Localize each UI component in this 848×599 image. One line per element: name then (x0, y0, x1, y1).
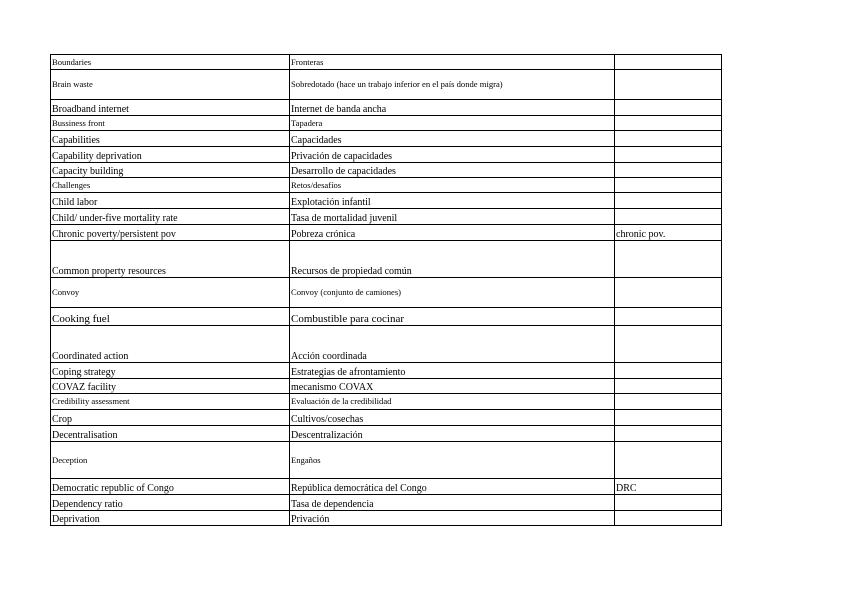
term-english-cell: Child labor (51, 193, 290, 209)
term-note-cell (615, 511, 722, 526)
table-row (51, 511, 722, 526)
term-spanish-cell: Convoy (conjunto de camiones) (290, 278, 615, 308)
term-spanish-cell: Privación (290, 511, 615, 526)
term-note-cell (615, 163, 722, 178)
term-spanish-cell: Pobreza crónica (290, 225, 615, 241)
table-row (51, 116, 722, 131)
term-spanish-cell: Engaños (290, 442, 615, 479)
table-row (51, 394, 722, 410)
term-note-cell: chronic pov. (615, 225, 722, 241)
term-note-cell (615, 308, 722, 326)
term-note-cell (615, 394, 722, 410)
term-spanish-cell: Privación de capacidades (290, 147, 615, 163)
table-row (51, 379, 722, 394)
term-spanish-cell: Estrategias de afrontamiento (290, 363, 615, 379)
term-english-cell: Broadband internet (51, 100, 290, 116)
term-english-cell: Coordinated action (51, 326, 290, 363)
table-row (51, 100, 722, 116)
table-row (51, 209, 722, 225)
table-row (51, 426, 722, 442)
term-spanish-cell: Recursos de propiedad común (290, 241, 615, 278)
term-english-cell: Decentralisation (51, 426, 290, 442)
term-spanish-cell: Internet de banda ancha (290, 100, 615, 116)
term-english-cell: Coping strategy (51, 363, 290, 379)
table-row (51, 278, 722, 308)
term-note-cell: DRC (615, 479, 722, 495)
term-note-cell (615, 278, 722, 308)
table-row (51, 410, 722, 426)
term-english-cell: Convoy (51, 278, 290, 308)
table-row (51, 308, 722, 326)
term-note-cell (615, 495, 722, 511)
table-row (51, 225, 722, 241)
glossary-body (51, 55, 722, 526)
term-spanish-cell: Evaluación de la credibilidad (290, 394, 615, 410)
table-row (51, 163, 722, 178)
term-note-cell (615, 100, 722, 116)
term-note-cell (615, 379, 722, 394)
term-english-cell: Democratic republic of Congo (51, 479, 290, 495)
term-note-cell (615, 178, 722, 193)
term-english-cell: Common property resources (51, 241, 290, 278)
term-note-cell (615, 326, 722, 363)
term-note-cell (615, 55, 722, 70)
term-note-cell (615, 442, 722, 479)
term-spanish-cell: Explotación infantil (290, 193, 615, 209)
table-row (51, 147, 722, 163)
term-spanish-cell: República democrática del Congo (290, 479, 615, 495)
term-note-cell (615, 131, 722, 147)
term-note-cell (615, 241, 722, 278)
term-english-cell: Capabilities (51, 131, 290, 147)
table-row (51, 326, 722, 363)
term-english-cell: Brain waste (51, 70, 290, 100)
term-note-cell (615, 363, 722, 379)
term-english-cell: Bussiness front (51, 116, 290, 131)
table-row (51, 442, 722, 479)
term-note-cell (615, 193, 722, 209)
term-spanish-cell: Desarrollo de capacidades (290, 163, 615, 178)
term-spanish-cell: Descentralización (290, 426, 615, 442)
term-note-cell (615, 410, 722, 426)
term-note-cell (615, 147, 722, 163)
term-spanish-cell: mecanismo COVAX (290, 379, 615, 394)
term-spanish-cell: Tapadera (290, 116, 615, 131)
term-note-cell (615, 116, 722, 131)
table-row (51, 495, 722, 511)
table-row (51, 55, 722, 70)
table-row (51, 241, 722, 278)
table-row (51, 70, 722, 100)
term-spanish-cell: Cultivos/cosechas (290, 410, 615, 426)
term-note-cell (615, 209, 722, 225)
term-english-cell: COVAZ facility (51, 379, 290, 394)
term-english-cell: Deception (51, 442, 290, 479)
table-row (51, 363, 722, 379)
term-english-cell: Boundaries (51, 55, 290, 70)
term-note-cell (615, 426, 722, 442)
table-row (51, 479, 722, 495)
term-english-cell: Child/ under-five mortality rate (51, 209, 290, 225)
term-note-cell (615, 70, 722, 100)
term-english-cell: Capability deprivation (51, 147, 290, 163)
term-english-cell: Dependency ratio (51, 495, 290, 511)
term-english-cell: Capacity building (51, 163, 290, 178)
term-spanish-cell: Fronteras (290, 55, 615, 70)
term-english-cell: Crop (51, 410, 290, 426)
term-spanish-cell: Tasa de dependencia (290, 495, 615, 511)
glossary-table (50, 54, 722, 526)
term-spanish-cell: Retos/desafíos (290, 178, 615, 193)
term-spanish-cell: Sobredotado (hace un trabajo inferior en el país donde migra) (290, 70, 615, 100)
table-row (51, 178, 722, 193)
term-spanish-cell: Combustible para cocinar (290, 308, 615, 326)
term-english-cell: Credibility assessment (51, 394, 290, 410)
table-row (51, 193, 722, 209)
term-english-cell: Deprivation (51, 511, 290, 526)
term-english-cell: Chronic poverty/persistent pov (51, 225, 290, 241)
term-spanish-cell: Acción coordinada (290, 326, 615, 363)
term-spanish-cell: Capacidades (290, 131, 615, 147)
table-row (51, 131, 722, 147)
term-english-cell: Challenges (51, 178, 290, 193)
term-english-cell: Cooking fuel (51, 308, 290, 326)
term-spanish-cell: Tasa de mortalidad juvenil (290, 209, 615, 225)
